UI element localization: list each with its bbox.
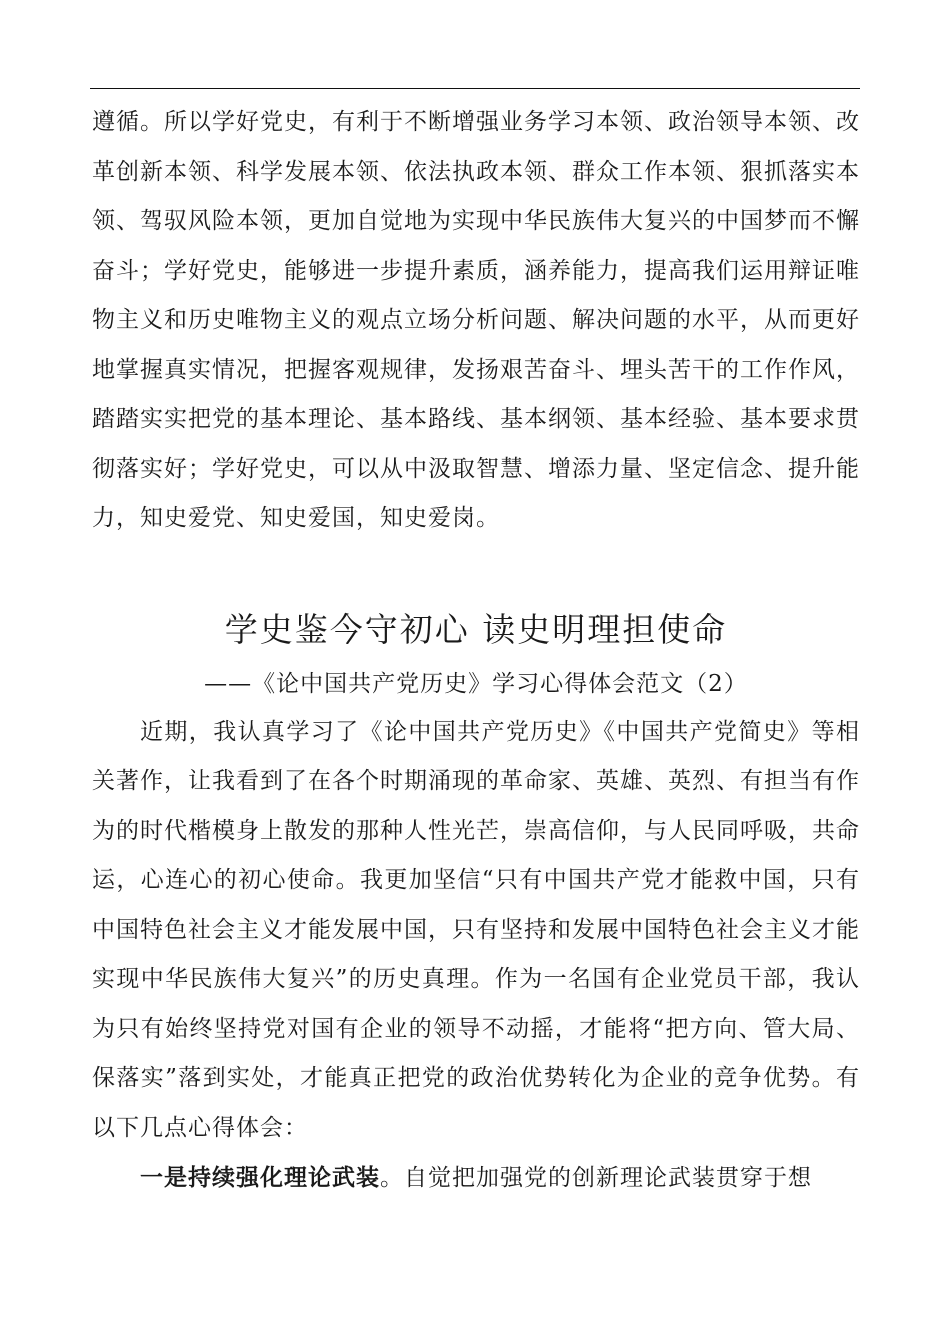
document-page: [92, 98, 860, 1204]
body-paragraph-1: 近期，我认真学习了《论中国共产党历史》《中国共产党简史》等相关著作，让我看到了在各个时期涌现的革命家、英雄、英烈、有担当有作为的时代楷模身上散发的那种人性光芒，崇高信仰，与人民同呼吸，共命运，心连心的初心使命。我更加坚信“只有中国共产党才能救中国，只有中国特色社会主义才能发展中国，只有坚持和发展中国特色社会主义才能实现中华民族伟大复兴”的历史真理。作为一名国有企业党员干部，我认为只有始终坚持党对国有企业的领导不动摇，才能将“把方向、管大局、保落实”落到实处，才能真正把党的政治优势转化为企业的竞争优势。有以下几点心得体会：: [92, 718, 860, 1141]
point-one-heading: 一是持续强化理论武装: [140, 1164, 380, 1191]
header-rule: [90, 88, 860, 89]
point-one-text: 。自觉把加强党的创新理论武装贯穿于想: [380, 1165, 812, 1191]
article-title: 学史鉴今守初心 读史明理担使命: [224, 609, 728, 649]
intro-paragraph: 遵循。所以学好党史，有利于不断增强业务学习本领、政治领导本领、改革创新本领、科学发展本领、依法执政本领、群众工作本领、狠抓落实本领、驾驭风险本领，更加自觉地为实现中华民族伟大复兴的中国梦而不懈奋斗；学好党史，能够进一步提升素质，涵养能力，提高我们运用辩证唯物主义和历史唯物主义的观点立场分析问题、解决问题的水平，从而更好地掌握真实情况，把握客观规律，发扬艰苦奋斗、埋头苦干的工作作风，踏踏实实把党的基本理论、基本路线、基本纲领、基本经验、基本要求贯彻落实好；学好党史，可以从中汲取智慧、增添力量、坚定信念、提升能力，知史爱党、知史爱国，知史爱岗。: [92, 109, 860, 531]
article-subtitle: ——《论中国共产党历史》学习心得体会范文（2）: [204, 670, 748, 697]
body-paragraph-2: [92, 1153, 860, 1204]
